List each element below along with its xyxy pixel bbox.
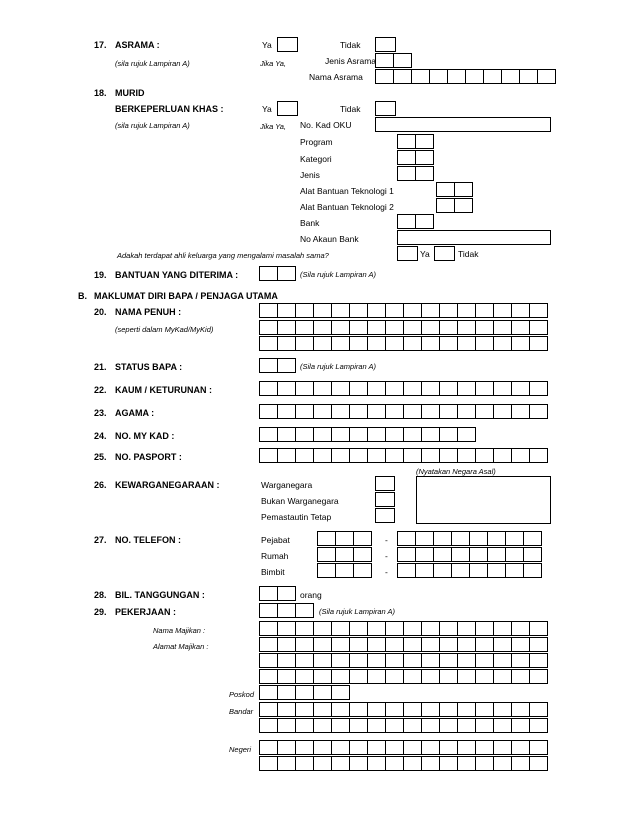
pejabat-code-cells[interactable]: [317, 531, 372, 546]
jenis-asrama-label: Jenis Asrama: [325, 56, 377, 66]
q17-number: 17.: [94, 40, 107, 50]
kategori-label: Kategori: [300, 154, 332, 164]
rumah-label: Rumah: [261, 551, 289, 561]
q29-note: (Sila rujuk Lampiran A): [319, 607, 395, 616]
nama-majikan-label: Nama Majikan :: [153, 626, 206, 635]
alamat-majikan-row-1[interactable]: [259, 653, 548, 668]
q18-number: 18.: [94, 88, 107, 98]
warganegara-checkbox[interactable]: [375, 476, 395, 491]
bimbit-dash: -: [385, 567, 388, 577]
q28-title: BIL. TANGGUNGAN :: [115, 590, 205, 600]
bank-cells[interactable]: [397, 214, 434, 229]
alamat-majikan-label: Alamat Majikan :: [153, 642, 209, 651]
q20-note: (seperti dalam MyKad/MyKid): [115, 325, 214, 334]
pejabat-dash: -: [385, 535, 388, 545]
jenis-asrama-cells[interactable]: [375, 53, 412, 68]
pejabat-number-cells[interactable]: [397, 531, 542, 546]
bimbit-code-cells[interactable]: [317, 563, 372, 578]
q18-title-1: MURID: [115, 88, 145, 98]
agama-cells[interactable]: [259, 404, 548, 419]
q29-title: PEKERJAAN :: [115, 607, 177, 617]
q19-title: BANTUAN YANG DITERIMA :: [115, 270, 239, 280]
q21-note: (Sila rujuk Lampiran A): [300, 362, 376, 371]
q21-number: 21.: [94, 362, 107, 372]
q18-jika-ya: Jika Ya,: [260, 122, 286, 131]
nama-penuh-row-2[interactable]: [259, 320, 548, 335]
rumah-code-cells[interactable]: [317, 547, 372, 562]
q19-note: (Sila rujuk Lampiran A): [300, 270, 376, 279]
q24-title: NO. MY KAD :: [115, 431, 175, 441]
q18-tidak-checkbox[interactable]: [375, 101, 396, 116]
no-kad-oku-field[interactable]: [375, 117, 551, 132]
q18-title-2: BERKEPERLUAN KHAS :: [115, 104, 224, 114]
negeri-row-1[interactable]: [259, 740, 548, 755]
tanggungan-cells[interactable]: [259, 586, 296, 601]
q18-note: (sila rujuk Lampiran A): [115, 121, 190, 130]
q17-title: ASRAMA :: [115, 40, 160, 50]
no-kad-oku-label: No. Kad OKU: [300, 120, 352, 130]
bantuan-cells[interactable]: [259, 266, 296, 281]
mykad-cells[interactable]: [259, 427, 476, 442]
pemastautin-checkbox[interactable]: [375, 508, 395, 523]
nama-majikan-row-2[interactable]: [259, 637, 548, 652]
poskod-cells[interactable]: [259, 685, 350, 700]
section-b-title: MAKLUMAT DIRI BAPA / PENJAGA UTAMA: [94, 291, 278, 301]
nama-asrama-cells[interactable]: [375, 69, 556, 84]
q22-title: KAUM / KETURUNAN :: [115, 385, 212, 395]
bukan-warganegara-label: Bukan Warganegara: [261, 496, 339, 506]
nama-penuh-row-3[interactable]: [259, 336, 548, 351]
alat-2-cells[interactable]: [436, 198, 473, 213]
q17-tidak-checkbox[interactable]: [375, 37, 396, 52]
q18-ya-checkbox[interactable]: [277, 101, 298, 116]
nama-asrama-label: Nama Asrama: [309, 72, 363, 82]
q25-title: NO. PASPORT :: [115, 452, 182, 462]
poskod-label: Poskod: [229, 690, 255, 699]
no-akaun-label: No Akaun Bank: [300, 234, 359, 244]
q26-title: KEWARGANEGARAAN :: [115, 480, 220, 490]
alat-1-cells[interactable]: [436, 182, 473, 197]
alamat-majikan-row-2[interactable]: [259, 669, 548, 684]
q18-tidak-label: Tidak: [340, 104, 361, 114]
orang-label: orang: [300, 590, 322, 600]
warganegara-label: Warganegara: [261, 480, 313, 490]
bimbit-label: Bimbit: [261, 567, 285, 577]
q20-number: 20.: [94, 307, 107, 317]
negara-asal-note: (Nyatakan Negara Asal): [416, 467, 496, 476]
section-b-letter: B.: [78, 291, 87, 301]
q24-number: 24.: [94, 431, 107, 441]
kategori-cells[interactable]: [397, 150, 434, 165]
jenis-label: Jenis: [300, 170, 320, 180]
bukan-warganegara-checkbox[interactable]: [375, 492, 395, 507]
q18-ya-label: Ya: [262, 104, 272, 114]
status-bapa-cells[interactable]: [259, 358, 296, 373]
keluarga-tidak-label: Tidak: [458, 249, 479, 259]
q21-title: STATUS BAPA :: [115, 362, 183, 372]
q29-number: 29.: [94, 607, 107, 617]
no-akaun-field[interactable]: [397, 230, 551, 245]
keluarga-ya-checkbox[interactable]: [397, 246, 418, 261]
alat-1-label: Alat Bantuan Teknologi 1: [300, 186, 394, 196]
bandar-row-2[interactable]: [259, 718, 548, 733]
keluarga-ya-label: Ya: [420, 249, 430, 259]
keluarga-tidak-checkbox[interactable]: [434, 246, 455, 261]
rumah-number-cells[interactable]: [397, 547, 542, 562]
q23-number: 23.: [94, 408, 107, 418]
pasport-cells[interactable]: [259, 448, 548, 463]
keluarga-question: Adakah terdapat ahli keluarga yang mengalami masalah sama?: [117, 251, 329, 260]
q25-number: 25.: [94, 452, 107, 462]
negeri-label: Negeri: [229, 745, 252, 754]
pemastautin-label: Pemastautin Tetap: [261, 512, 332, 522]
alat-2-label: Alat Bantuan Teknologi 2: [300, 202, 394, 212]
q27-title: NO. TELEFON :: [115, 535, 181, 545]
q26-number: 26.: [94, 480, 107, 490]
q28-number: 28.: [94, 590, 107, 600]
bandar-label: Bandar: [229, 707, 254, 716]
jenis-cells[interactable]: [397, 166, 434, 181]
program-label: Program: [300, 137, 333, 147]
bimbit-number-cells[interactable]: [397, 563, 542, 578]
q19-number: 19.: [94, 270, 107, 280]
nama-penuh-row-1[interactable]: [259, 303, 548, 318]
q17-ya-checkbox[interactable]: [277, 37, 298, 52]
q27-number: 27.: [94, 535, 107, 545]
q17-ya-label: Ya: [262, 40, 272, 50]
q20-title: NAMA PENUH :: [115, 307, 182, 317]
bank-label: Bank: [300, 218, 320, 228]
negara-asal-field[interactable]: [416, 476, 551, 524]
program-cells[interactable]: [397, 134, 434, 149]
negeri-row-2[interactable]: [259, 756, 548, 771]
nama-majikan-row-1[interactable]: [259, 621, 548, 636]
pekerjaan-cells[interactable]: [259, 603, 314, 618]
q17-jika-ya: Jika Ya,: [260, 59, 286, 68]
kaum-cells[interactable]: [259, 381, 548, 396]
rumah-dash: -: [385, 551, 388, 561]
q23-title: AGAMA :: [115, 408, 155, 418]
bandar-row-1[interactable]: [259, 702, 548, 717]
q17-note: (sila rujuk Lampiran A): [115, 59, 190, 68]
q22-number: 22.: [94, 385, 107, 395]
pejabat-label: Pejabat: [261, 535, 290, 545]
q17-tidak-label: Tidak: [340, 40, 361, 50]
